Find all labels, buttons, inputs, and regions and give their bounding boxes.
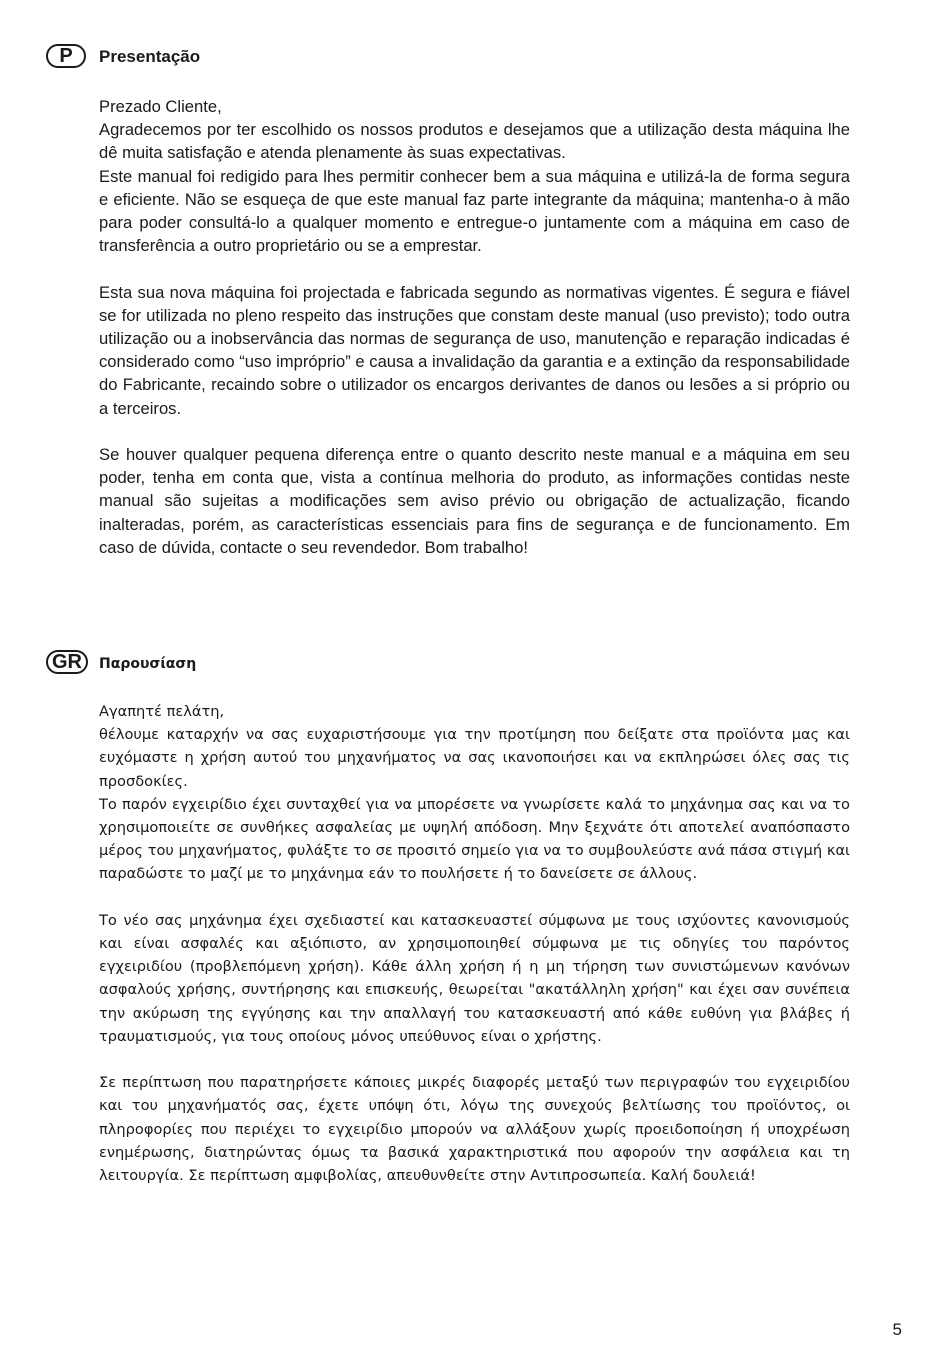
- body-text-gr: [99, 700, 850, 1187]
- paragraph-gr-3: Το νέο σας μηχάνημα έχει σχεδιαστεί και κατασκευαστεί σύμφωνα με τους ισχύοντες κανονισμούς και είναι ασφαλές και αξιόπιστο, αν χρησιμοποιηθεί σύμφωνα με τις οδηγίες του παρόντος εγχειριδίου (προβλεπόμενη χρήση). Κάθε άλλη χρήση ή η μη τήρηση των συνιστώμενων κανόνων ασφαλούς χρήσης, συντήρησης και επισκευής, θεωρείται "ακατάλληλη χρήση" και έχει σαν συνέπεια την ακύρωση της εγγύησης και την απαλλαγή του κατασκευαστή από κάθε ευθύνη για βλάβες ή τραυματισμούς, για τους οποίους μόνος υπεύθυνος είναι ο χρήστης.: [99, 911, 850, 1045]
- paragraph-gr-2: Το παρόν εγχειρίδιο έχει συνταχθεί για να μπορέσετε να γνωρίσετε καλά το μηχάνημα σας και να το χρησιμοποιείτε σε συνθήκες ασφαλείας με υψηλή απόδοση. Μην ξεχνάτε ότι αποτελεί αναπόσπαστο μέρος του μηχανήματος, φυλάξτε το σε προσιτό σημείο για να το συμβουλεύστε ανά πάσα στιγμή και παραδώστε το μαζί με το μηχάνημα εάν το πουλήσετε ή το δανείσετε σε άλλους.: [99, 795, 850, 883]
- language-badge-p: P: [46, 44, 86, 68]
- body-text-p: [99, 95, 850, 559]
- section-title-gr: Παρουσίαση: [99, 656, 197, 672]
- paragraph-p-3: Esta sua nova máquina foi projectada e fabricada segundo as normativas vigentes. É segura e fiável se for utilizada no pleno respeito das instruções que constam deste manual (uso previsto); todo outra utilização ou a inobservância das normas de segurança de uso, manutenção e reparação indicadas é considerado como “uso impróprio” e causa a invalidação da garantia e a extinção da responsabilidade do Fabricante, recaindo sobre o utilizador os encargos derivantes de danos ou lesões a si próprio ou a terceiros.: [99, 282, 850, 418]
- paragraph-gr-4: Σε περίπτωση που παρατηρήσετε κάποιες μικρές διαφορές μεταξύ των περιγραφών του εγχειριδίου και του μηχανήματός σας, έχετε υπόψη ότι, λόγω της συνεχούς βελτίωσης του προϊόντος, οι πληροφορίες που περιέχει το εγχειρίδιο μπορούν να αλλάξουν χωρίς προειδοποίηση ή υποχρέωση ενημέρωσης, διατηρώντας όμως τα βασικά χαρακτηριστικά που αφορούν την ασφάλεια και τη λειτουργία. Σε περίπτωση αμφιβολίας, απευθυνθείτε στην Αντιπροσωπεία. Καλή δουλειά!: [99, 1074, 850, 1185]
- paragraph-gr-1: θέλουμε καταρχήν να σας ευχαριστήσουμε για την προτίμηση που δείξατε στα προϊόντα μας και ευχόμαστε η χρήση αυτού του μηχανήματος να σας ικανοποιήσει και να εκπληρώσει όλες σας τις προσδοκίες.: [99, 726, 850, 790]
- page-number: 5: [892, 1320, 902, 1339]
- greeting-gr: Αγαπητέ πελάτη,: [99, 703, 225, 720]
- language-badge-gr: GR: [46, 650, 88, 674]
- paragraph-p-4: Se houver qualquer pequena diferença entre o quanto descrito neste manual e a máquina em seu poder, tenha em conta que, vista a contínua melhoria do produto, as informações contidas neste manual são sujeitas a modificações sem aviso prévio ou obrigação de actualização, ficando inalteradas, porém, as características essenciais para fins de segurança e de funcionamento. Em caso de dúvida, contacte o seu revendedor. Bom trabalho!: [99, 445, 850, 557]
- paragraph-p-1: Agradecemos por ter escolhido os nossos produtos e desejamos que a utilização desta máquina lhe dê muita satisfação e atenda plenamente às suas expectativas.: [99, 120, 850, 163]
- greeting-p: Prezado Cliente,: [99, 97, 222, 116]
- paragraph-p-2: Este manual foi redigido para lhes permitir conhecer bem a sua máquina e utilizá-la de forma segura e eficiente. Não se esqueça de que este manual faz parte integrante da máquina; mantenha-o à mão para poder consultá-lo a qualquer momento e entregue-o juntamente com a máquina em caso de transferência a outro proprietário ou se a emprestar.: [99, 166, 850, 256]
- section-title-p: Presentação: [99, 47, 201, 66]
